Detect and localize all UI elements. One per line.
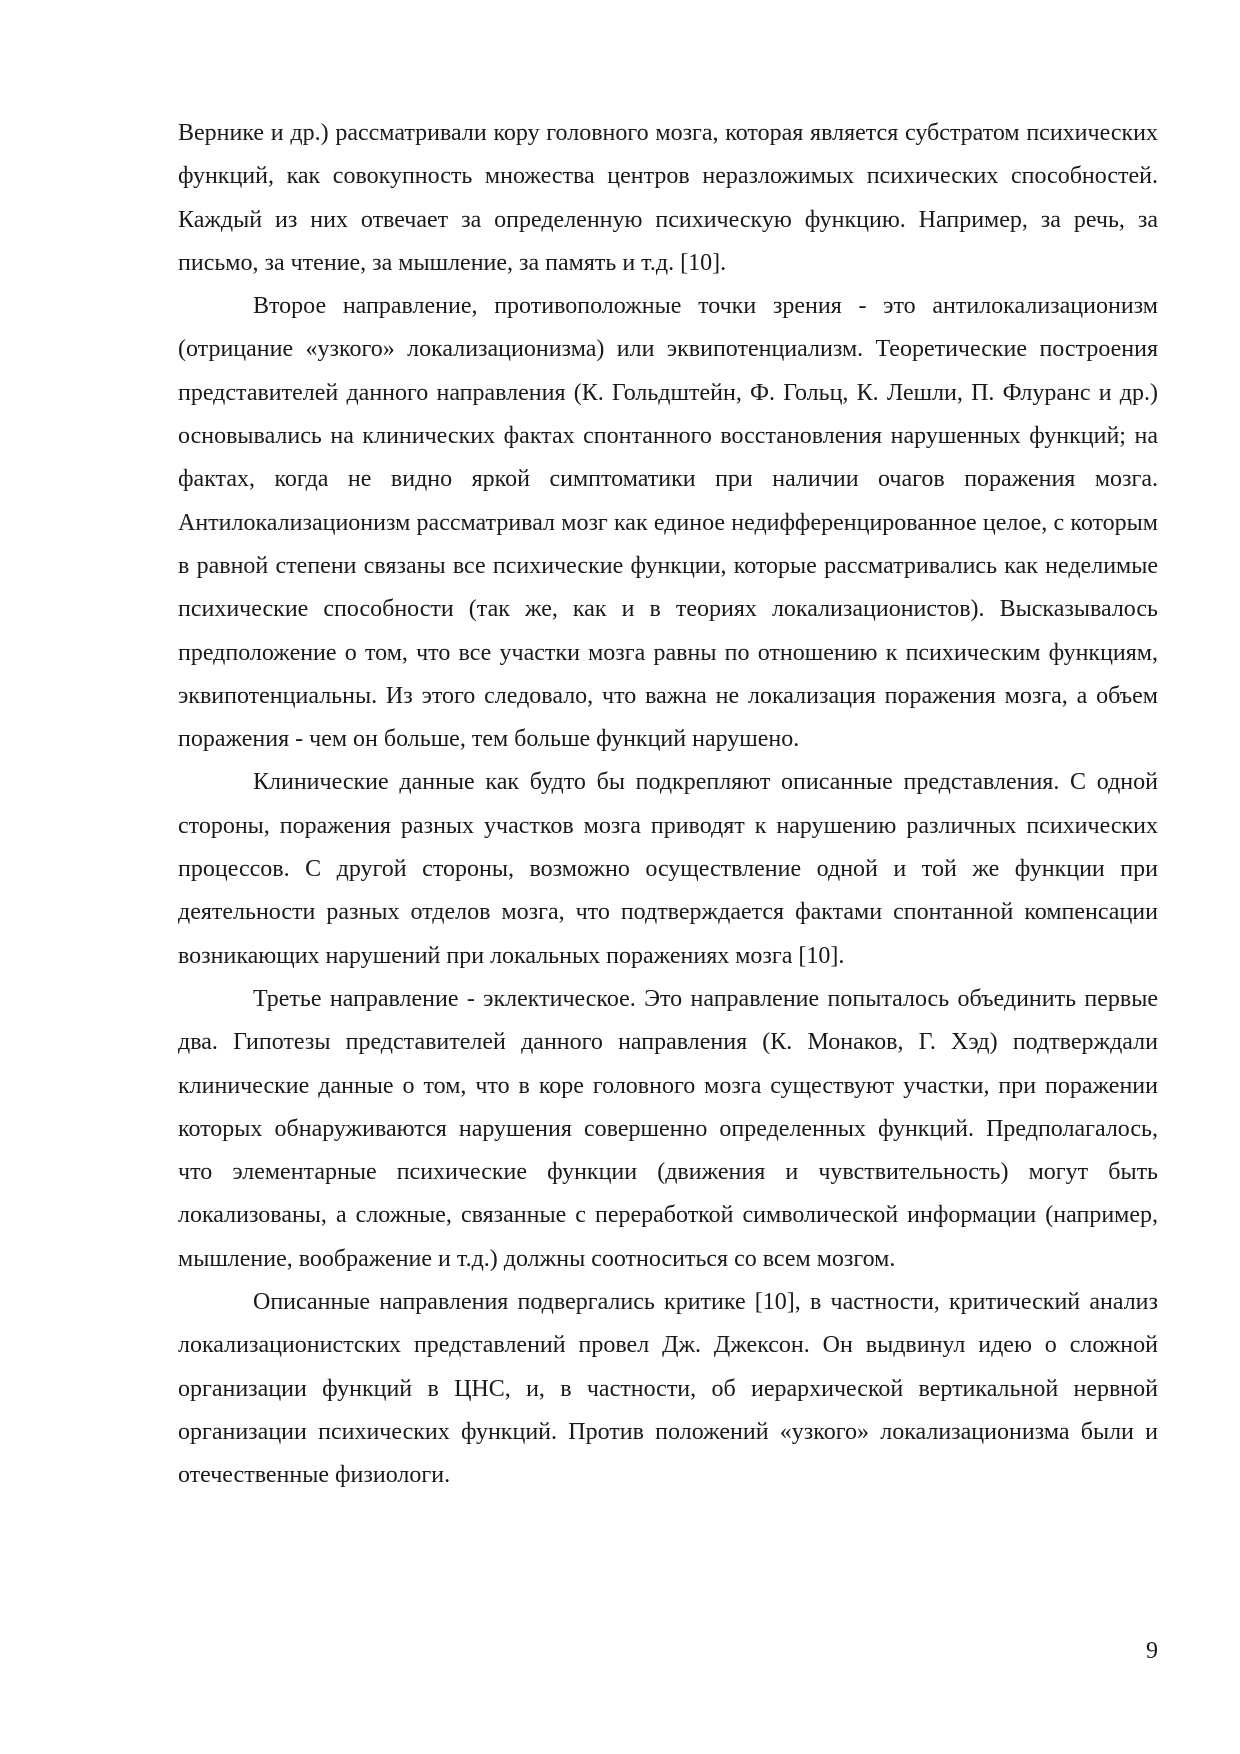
paragraph-3: Клинические данные как будто бы подкрепляют описанные представления. С одной стороны, поражения разных участков мозга приводят к нарушению различных психических процессов. С другой стороны, возможно осуществление одной и той же функции при деятельности разных отделов мозга, что подтверждается фактами спонтанной компенсации возникающих нарушений при локальных поражениях мозга [10]. — [178, 769, 1158, 969]
paragraph-2: Второе направление, противоположные точки зрения - это антилокализационизм (отрицание «узкого» локализационизма) или эквипотенциализм. Теоретические построения представителей данного направления (К. Гольдштейн, Ф. Гольц, К. Лешли, П. Флуранс и др.) основывались на клинических фактах спонтанного восстановления нарушенных функций; на фактах, когда не видно яркой симптоматики при наличии очагов поражения мозга. Антилокализационизм рассматривал мозг как единое недифференцированное целое, с которым в равной степени связаны все психические функции, которые рассматривались как неделимые психические способности (так же, как и в теориях локализационистов). Высказывалось предположение о том, что все участки мозга равны по отношению к психическим функциям, эквипотенциальны. Из этого следовало, что важна не локализация поражения мозга, а объем поражения - чем он больше, тем больше функций нарушено. — [178, 293, 1158, 753]
page-number: 9 — [1146, 1638, 1158, 1664]
paragraph-1: Вернике и др.) рассматривали кору головного мозга, которая является субстратом психических функций, как совокупность множества центров неразложимых психических способностей. Каждый из них отвечает за определенную психическую функцию. Например, за речь, за письмо, за чтение, за мышление, за память и т.д. [10]. — [178, 120, 1158, 276]
paragraph-4: Третье направление - эклектическое. Это направление попыталось объединить первые два. Гипотезы представителей данного направления (К. Монаков, Г. Хэд) подтверждали клинические данные о том, что в коре головного мозга существуют участки, при поражении которых обнаруживаются нарушения совершенно определенных функций. Предполагалось, что элементарные психические функции (движения и чувствительность) могут быть локализованы, а сложные, связанные с переработкой символической информации (например, мышление, воображение и т.д.) должны соотноситься со всем мозгом. — [178, 985, 1158, 1272]
paragraph-5: Описанные направления подвергались критике [10], в частности, критический анализ локализационистских представлений провел Дж. Джексон. Он выдвинул идею о сложной организации функций в ЦНС, и, в частности, об иерархической вертикальной нервной организации психических функций. Против положений «узкого» локализационизма были и отечественные физиологи. — [178, 1289, 1158, 1489]
body-text — [178, 112, 1158, 1498]
